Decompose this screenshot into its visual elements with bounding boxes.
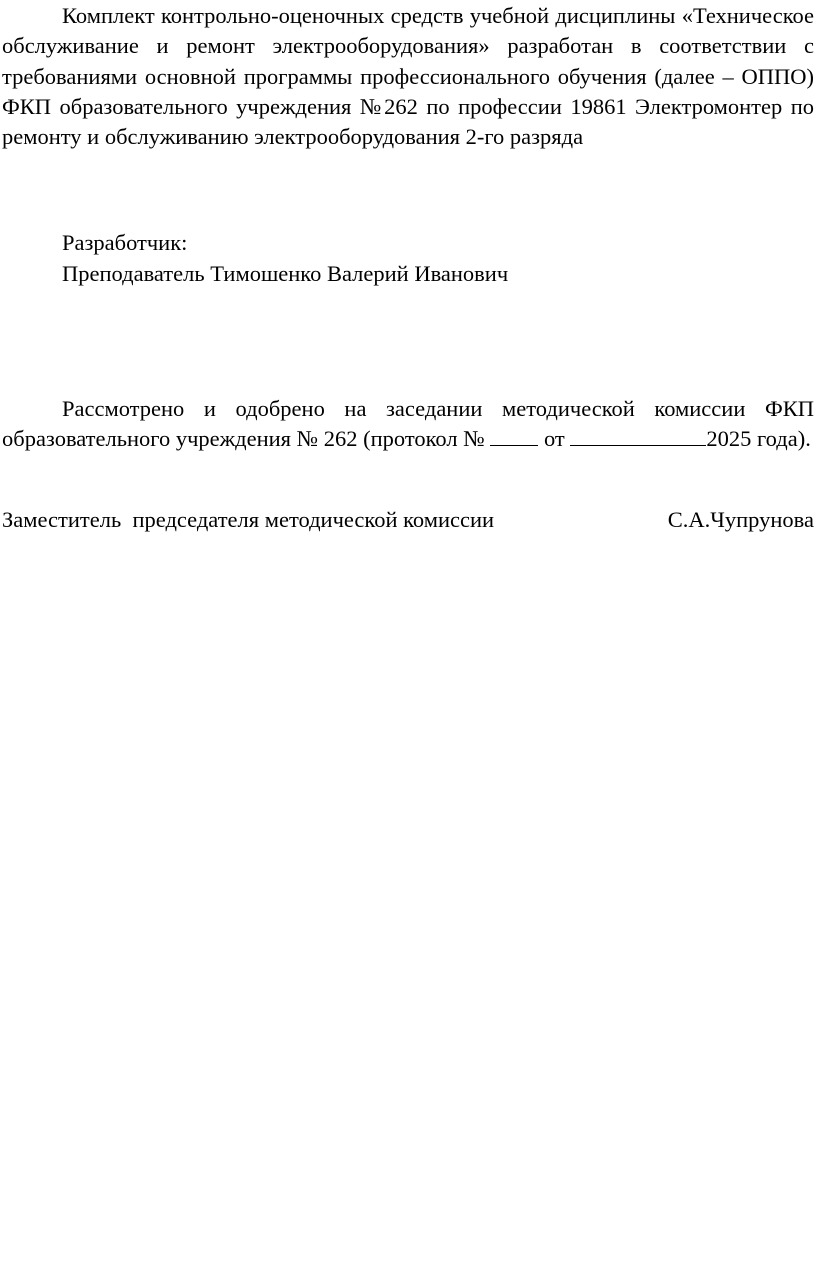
developer-label: Разработчик:	[62, 230, 188, 255]
developer-name: Преподаватель Тимошенко Валерий Иванович	[62, 261, 509, 286]
approval-text-part3: 2025 года).	[706, 426, 811, 452]
signature-line	[2, 505, 814, 535]
approval-text-part1: Рассмотрено и одобрено на заседании методической комиссии ФКП образовательного учреждения № 262 (протокол №	[2, 396, 814, 452]
signature-name: С.А.Чупрунова	[667, 507, 814, 532]
intro-paragraph: Комплект контрольно-оценочных средств учебной дисциплины «Техническое обслуживание и ремонт электрооборудования» разработан в соответствии с требованиями основной программы профессионального обучения (далее – ОППО) ФКП образовательного учреждения №262 по профессии 19861 Электромонтер по ремонту и обслуживанию электрооборудования 2-го разряда	[2, 3, 814, 150]
protocol-date-blank	[570, 425, 706, 446]
protocol-number-blank	[490, 425, 538, 446]
approval-paragraph	[2, 394, 814, 455]
signature-position: Заместитель председателя методической комиссии	[2, 507, 495, 532]
approval-text-part2: от	[538, 426, 571, 452]
developer-block	[62, 227, 762, 289]
